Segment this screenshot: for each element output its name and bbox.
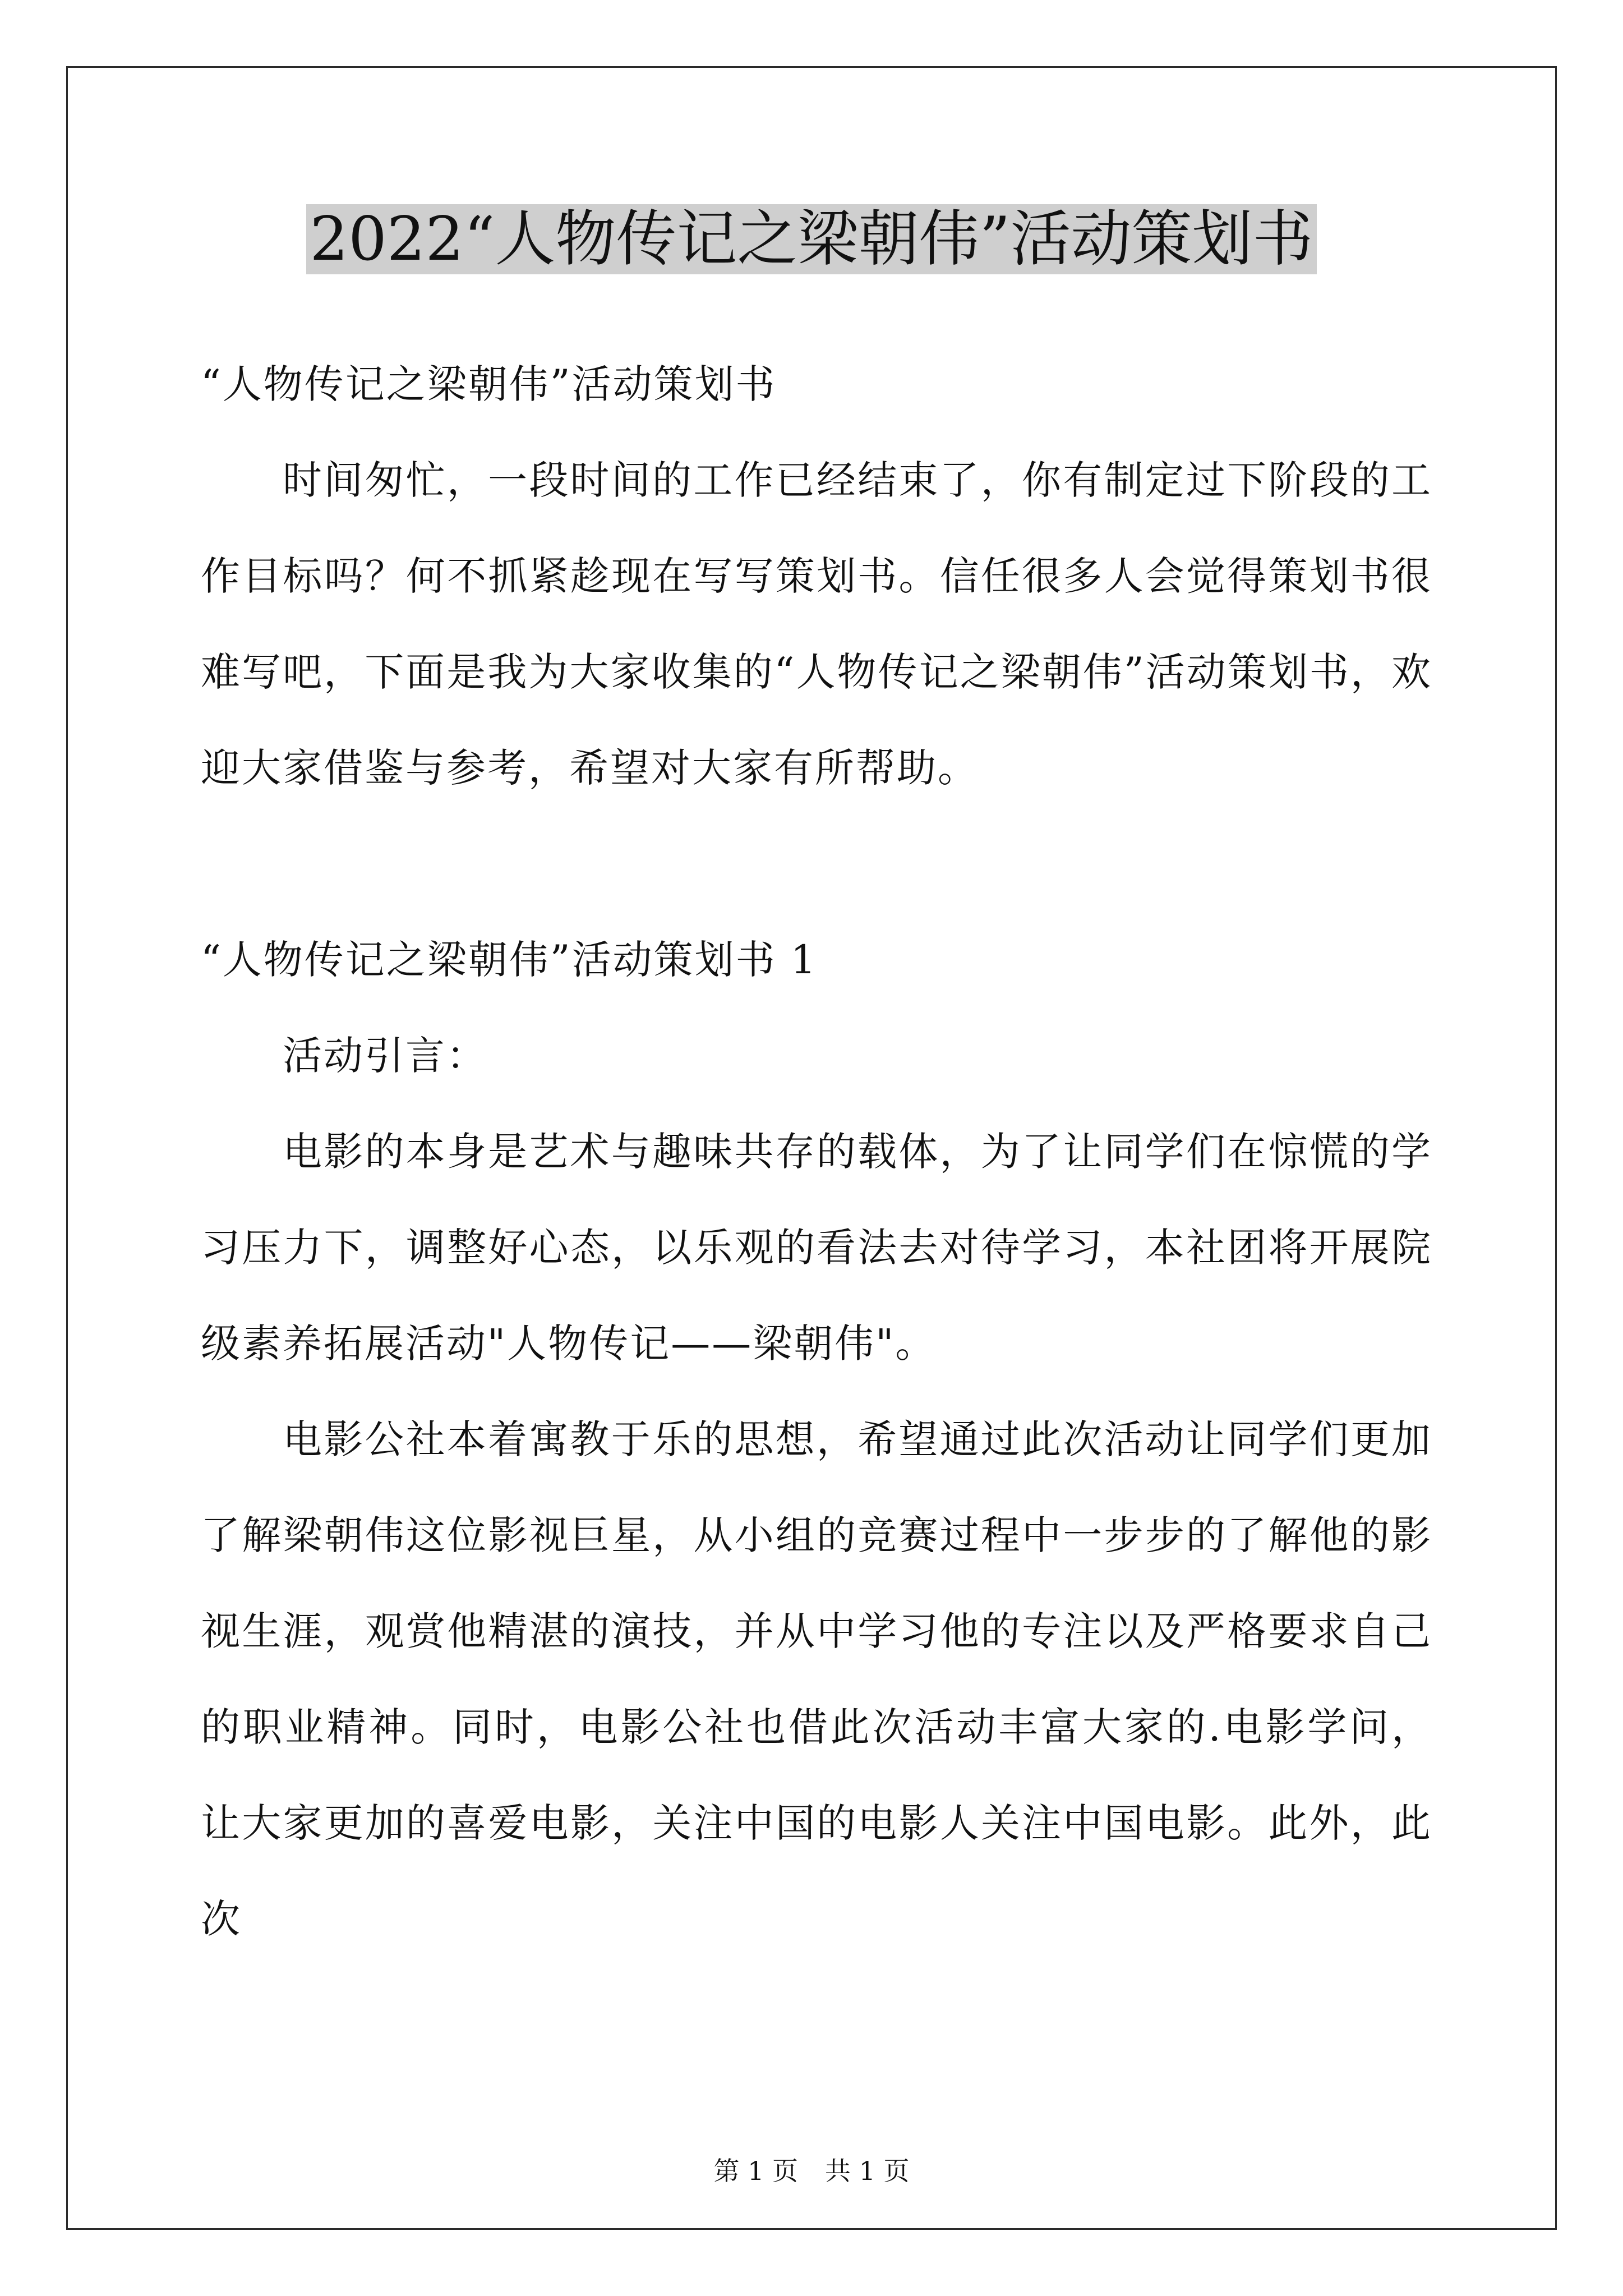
body-paragraph-1: 电影的本身是艺术与趣味共存的载体，为了让同学们在惊慌的学习压力下，调整好心态，以乐观的看法去对待学习，本社团将开展院级素养拓展活动"人物传记——梁朝伟"。: [201, 1129, 1432, 1366]
section-label: 活动引言：: [283, 1033, 487, 1079]
document-body: [201, 337, 1432, 1967]
page-total: 共 1 页: [825, 2156, 910, 2186]
page-footer: [0, 2154, 1623, 2188]
paragraph-spacer: [201, 816, 1432, 912]
document-subtitle: “人物传记之梁朝伟”活动策划书: [201, 361, 777, 407]
document-title: [0, 201, 1623, 278]
body-paragraph-2: 电影公社本着寓教于乐的思想，希望通过此次活动让同学们更加了解梁朝伟这位影视巨星，从小组的竞赛过程中一步步的了解他的影视生涯，观赏他精湛的演技，并从中学习他的专注以及严格要求自己的职业精神。同时，电影公社也借此次活动丰富大家的.电影学问，让大家更加的喜爱电影，关注中国的电影人关注中国电影。此外，此次: [201, 1416, 1432, 1942]
page-number: 第 1 页: [713, 2156, 798, 2186]
intro-paragraph: 时间匆忙，一段时间的工作已经结束了，你有制定过下阶段的工作目标吗？何不抓紧趁现在写写策划书。信任很多人会觉得策划书很难写吧，下面是我为大家收集的“人物传记之梁朝伟”活动策划书，欢迎大家借鉴与参考，希望对大家有所帮助。: [201, 457, 1432, 791]
section-heading: “人物传记之梁朝伟”活动策划书 1: [201, 937, 818, 983]
document-title-text: 2022“人物传记之梁朝伟”活动策划书: [306, 204, 1316, 274]
